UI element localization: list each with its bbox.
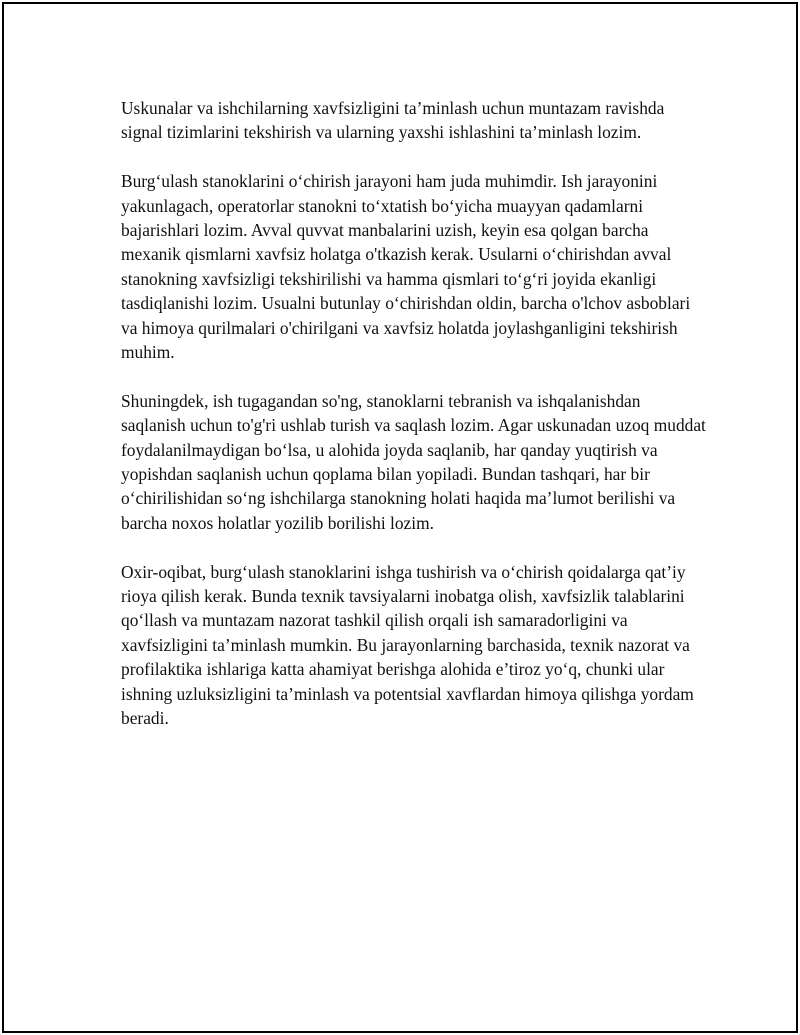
document-body <box>121 96 706 755</box>
page-frame <box>2 2 798 1033</box>
paragraph-2: Burg‘ulash stanoklarini o‘chirish jarayoni ham juda muhimdir. Ish jarayonini yakunlagach, operatorlar stanokni to‘xtatish bo‘yicha muayyan qadamlarni bajarishlari lozim. Avval quvvat manbalarini uzish, keyin esa qolgan barcha mexanik qismlarni xavfsiz holatga o'tkazish kerak. Usularni o‘chirishdan avval stanokning xavfsizligi tekshirilishi va hamma qismlari to‘g‘ri joyida ekanligi tasdiqlanishi lozim. Usualni butunlay o‘chirishdan oldin, barcha o'lchov asboblari va himoya qurilmalari o'chirilgani va xavfsiz holatda joylashganligini tekshirish muhim. <box>121 171 691 363</box>
paragraph-4: Oxir-oqibat, burg‘ulash stanoklarini ishga tushirish va o‘chirish qoidalarga qat’iy rioya qilish kerak. Bunda texnik tavsiyalarni inobatga olish, xavfsizlik talablarini qo‘llash va muntazam nazorat tashkil qilish orqali ish samaradorligini va xavfsizligini ta’minlash mumkin. Bu jarayonlarning barchasida, texnik nazorat va profilaktika ishlariga katta ahamiyat berishga alohida e’tiroz yo‘q, chunki ular ishning uzluksizligini ta’minlash va potentsial xavflardan himoya qilishga yordam beradi. <box>121 561 694 729</box>
paragraph-1: Uskunalar va ishchilarning xavfsizligini ta’minlash uchun muntazam ravishda signal tizimlarini tekshirish va ularning yaxshi ishlashini ta’minlash lozim. <box>121 98 665 143</box>
paragraph-3: Shuningdek, ish tugagandan so'ng, stanoklarni tebranish va ishqalanishdan saqlanish uchun to'g'ri ushlab turish va saqlash lozim. Agar uskunadan uzoq muddat foydalanilmaydigan bo‘lsa, u alohida joyda saqlanib, har qanday yuqtirish va yopishdan saqlanish uchun qoplama bilan yopiladi. Bundan tashqari, har bir o‘chirilishidan so‘ng ishchilarga stanokning holati haqida ma’lumot berilishi va barcha noxos holatlar yozilib borilishi lozim. <box>121 390 706 533</box>
